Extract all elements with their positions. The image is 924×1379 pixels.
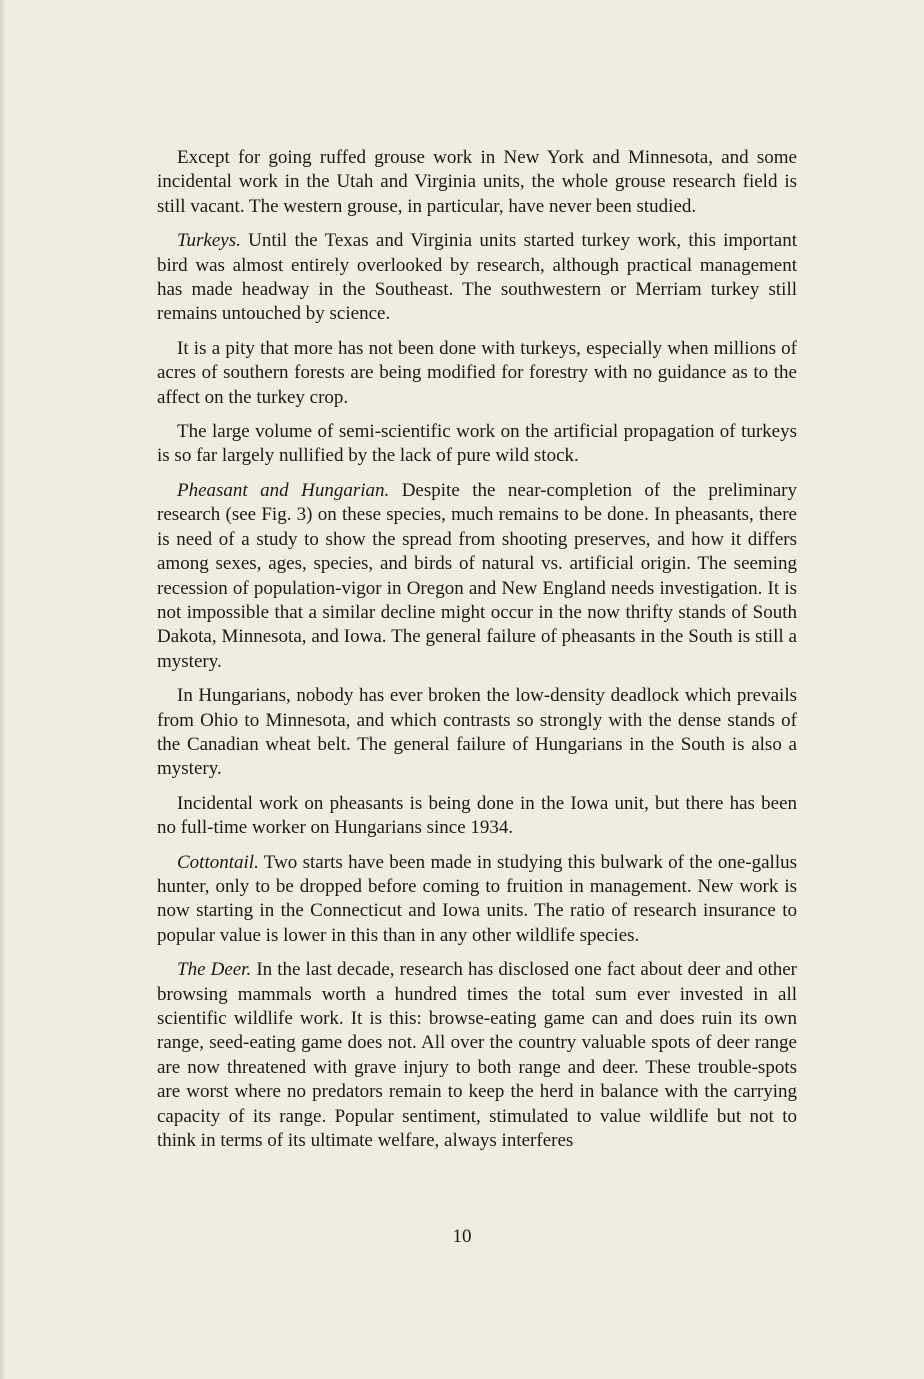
paragraph-text: Despite the near-completion of the preliminary research (see Fig. 3) on these species, much remains to be done. In pheasants, there is need of a study to show the spread from shooting preserves, and how it differs among sexes, ages, species, and birds of natural vs. artificial origin. The seeming recession of population-vigor in Oregon and New England needs investigation. It is not impossible that a similar decline might occur in the now thrifty stands of South Dakota, Minnesota, and Iowa. The general failure of pheasants in the South is still a mystery. — [157, 479, 797, 672]
paragraph-deer — [157, 958, 797, 1153]
section-heading-turkeys: Turkeys. — [177, 230, 241, 252]
section-heading-deer: The Deer. — [177, 959, 252, 981]
page-number: 10 — [452, 1226, 472, 1247]
section-heading-cottontail: Cottontail. — [177, 851, 259, 873]
paragraph-text: In the last decade, research has disclosed one fact about deer and other browsing mammals worth a hundred times the total sum ever invested in all scientific wildlife work. It is this: browse-eating game can and does ruin its own range, seed-eating game does not. All over the country valuable spots of deer range are now threatened with grave injury to both range and deer. These trouble-spots are worst where no predators remain to keep the herd in balance with the carrying capacity of its range. Popular sentiment, stimulated to value wildlife but not to think in terms of its ultimate welfare, always interferes — [157, 959, 797, 1152]
paragraph-text: The large volume of semi-scientific work on the artificial propagation of turkeys is so far largely nullified by the lack of pure wild stock. — [157, 421, 797, 467]
paragraph-turkeys-pity — [157, 337, 797, 410]
paragraph-grouse — [157, 146, 797, 219]
paragraph-turkeys-propagation — [157, 420, 797, 469]
page-edge — [0, 0, 6, 1379]
paragraph-text: Except for going ruffed grouse work in New York and Minnesota, and some incidental work in the Utah and Virginia units, the whole grouse research field is still vacant. The western grouse, in particular, have never been studied. — [157, 147, 797, 217]
paragraph-text: Incidental work on pheasants is being done in the Iowa unit, but there has been no full-time worker on Hungarians since 1934. — [157, 792, 797, 839]
paragraph-hungarians — [157, 684, 797, 782]
section-heading-pheasant: Pheasant and Hungarian. — [177, 479, 390, 501]
paragraph-text: Until the Texas and Virginia units started turkey work, this important bird was almost entirely overlooked by research, although practical management has made headway in the Southeast. The southwestern or Merriam turkey still remains untouched by science. — [157, 230, 797, 325]
paragraph-turkeys — [157, 229, 797, 327]
paragraph-cottontail — [157, 851, 797, 949]
body-text — [157, 146, 797, 1163]
paragraph-text: Two starts have been made in studying this bulwark of the one-gallus hunter, only to be dropped before coming to fruition in management. New work is now starting in the Connecticut and Iowa units. The ratio of research insurance to popular value is lower in this than in any other wildlife species. — [157, 851, 797, 946]
paragraph-text: It is a pity that more has not been done with turkeys, especially when millions of acres of southern forests are being modified for forestry with no guidance as to the affect on the turkey crop. — [157, 337, 797, 408]
paragraph-pheasant — [157, 479, 797, 674]
paragraph-incidental-work — [157, 792, 797, 841]
paragraph-text: In Hungarians, nobody has ever broken the low-density deadlock which prevails from Ohio to Minnesota, and which contrasts so strongly with the dense stands of the Canadian wheat belt. The general failure of Hungarians in the South is also a mystery. — [157, 685, 797, 780]
